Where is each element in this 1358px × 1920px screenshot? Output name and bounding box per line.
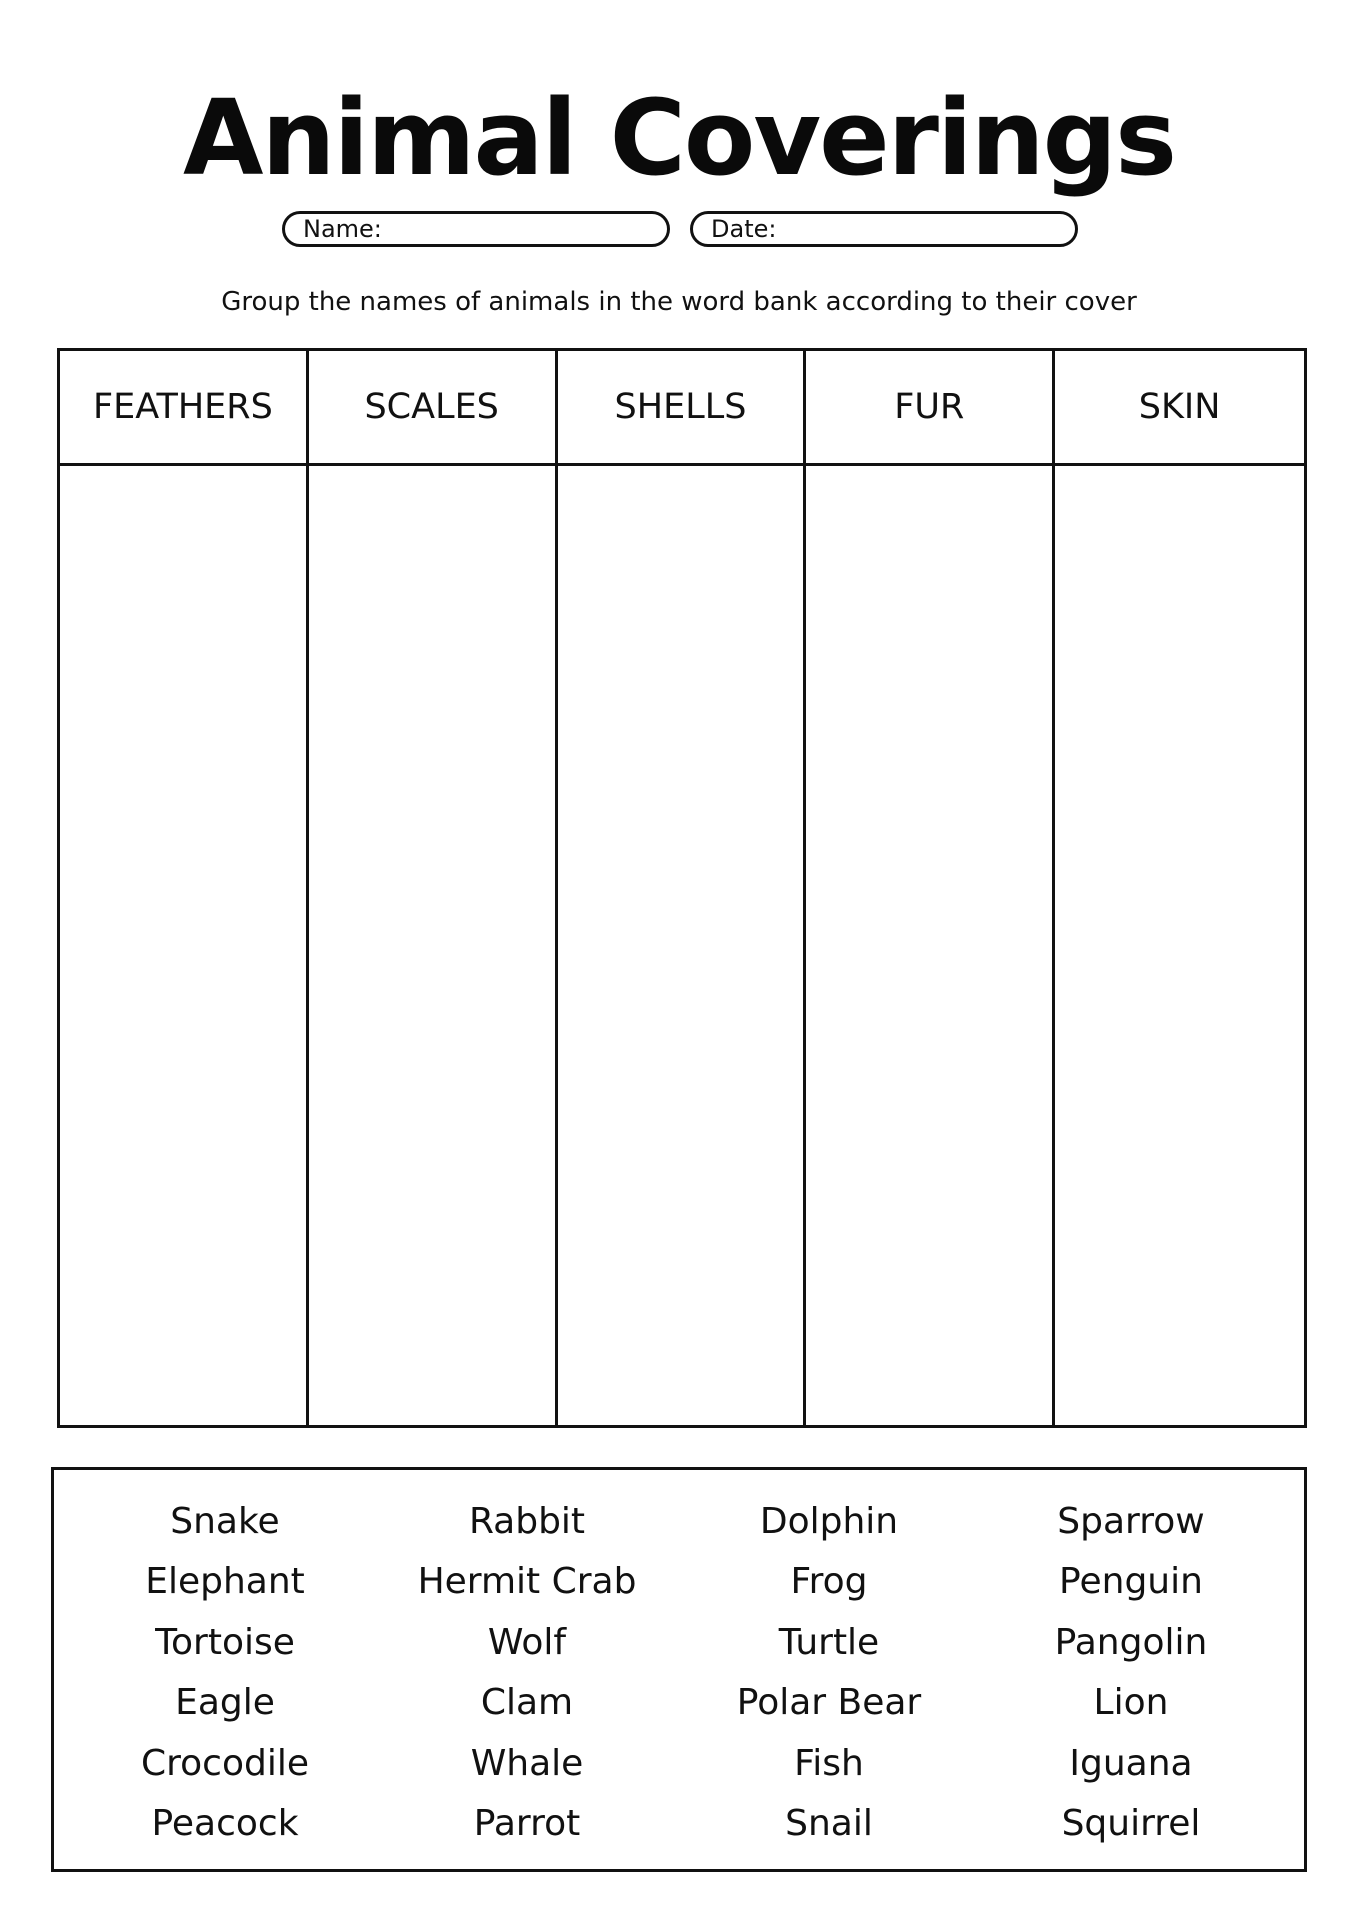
word-bank-item: Squirrel <box>1061 1802 1201 1844</box>
word-bank-item: Rabbit <box>468 1501 586 1542</box>
column-header-skin: SKIN <box>1055 351 1304 466</box>
word-bank-item: Iguana <box>1069 1742 1193 1784</box>
column-header-scales: SCALES <box>309 351 558 466</box>
word-bank-item: Tortoise <box>155 1621 295 1663</box>
word-bank-item: Polar Bear <box>736 1682 922 1724</box>
instructions-text: Group the names of animals in the word bank according to their cover <box>221 287 1137 317</box>
worksheet-title: Animal Coverings <box>182 77 1175 199</box>
word-bank-item: Whale <box>470 1742 584 1784</box>
column-header-fur: FUR <box>806 351 1055 466</box>
answer-cell-skin[interactable] <box>1055 466 1304 1425</box>
date-field[interactable] <box>690 211 1078 247</box>
word-bank-item: Penguin <box>1059 1561 1203 1603</box>
word-bank <box>51 1467 1307 1872</box>
word-bank-item: Peacock <box>151 1802 299 1844</box>
word-bank-item: Pangolin <box>1054 1621 1208 1663</box>
answer-cell-scales[interactable] <box>309 466 558 1425</box>
word-bank-item: Snake <box>170 1501 280 1542</box>
date-label: Date: <box>711 215 777 243</box>
answer-cell-fur[interactable] <box>806 466 1055 1425</box>
column-header-shells: SHELLS <box>558 351 807 466</box>
word-bank-item: Sparrow <box>1057 1501 1205 1542</box>
answer-cell-shells[interactable] <box>558 466 807 1425</box>
column-header-feathers: FEATHERS <box>60 351 309 466</box>
word-bank-item: Clam <box>480 1682 574 1724</box>
word-bank-item: Crocodile <box>141 1742 309 1784</box>
word-bank-item: Hermit Crab <box>417 1561 637 1603</box>
word-bank-item: Snail <box>785 1802 873 1844</box>
word-bank-item: Elephant <box>145 1561 305 1603</box>
word-bank-item: Lion <box>1093 1682 1169 1724</box>
sorting-table <box>57 348 1307 1428</box>
word-bank-item: Frog <box>790 1561 868 1603</box>
answer-cell-feathers[interactable] <box>60 466 309 1425</box>
word-bank-grid <box>54 1492 1324 1854</box>
name-label: Name: <box>303 215 382 243</box>
word-bank-item: Parrot <box>473 1802 581 1844</box>
word-bank-item: Eagle <box>175 1682 275 1724</box>
word-bank-item: Wolf <box>487 1621 567 1663</box>
name-field[interactable] <box>282 211 670 247</box>
word-bank-item: Dolphin <box>759 1501 899 1542</box>
word-bank-item: Turtle <box>778 1621 880 1663</box>
word-bank-item: Fish <box>794 1742 864 1784</box>
